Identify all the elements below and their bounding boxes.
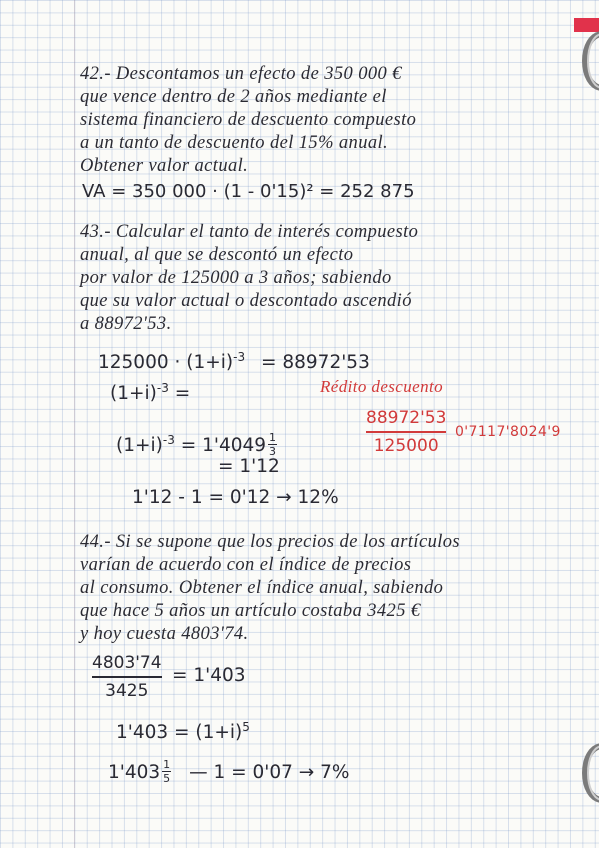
- p44-fraction-result: = 1'403: [172, 665, 246, 686]
- p43-equation-5: 1'12 - 1 = 0'12 → 12%: [132, 487, 339, 508]
- binder-ring-icon: [575, 28, 599, 94]
- p44-line-4: que hace 5 años un artículo costaba 3425 €: [80, 601, 421, 621]
- p43-line-2: anual, al que se descontó un efecto: [80, 245, 354, 265]
- p43-line-5: a 88972'53.: [80, 314, 172, 334]
- p44-equation-2: [116, 720, 250, 743]
- p44-fraction: [92, 653, 162, 701]
- p43-eq1-exponent: -3: [233, 350, 246, 364]
- p44-eq3-right: — 1 = 0'07 → 7%: [189, 762, 350, 783]
- p43-eq1-right: = 88972'53: [260, 352, 370, 374]
- p44-equation-3: [108, 758, 349, 785]
- p44-eq3-power-num: 1: [163, 758, 171, 771]
- p43-equation-2: [110, 381, 190, 404]
- p44-eq3-power: [162, 758, 171, 785]
- p43-red-fraction: [366, 408, 446, 456]
- p44-fraction-bar: [92, 676, 162, 678]
- p43-eq2-equals: =: [174, 383, 191, 405]
- p44-numerator: 4803'74: [92, 653, 162, 673]
- p43-eq3-right: = 1'4049: [180, 435, 267, 456]
- p42-line-1: 42.- Descontamos un efecto de 350 000 €: [80, 64, 402, 84]
- p43-line-1: 43.- Calcular el tanto de interés compuesto: [80, 222, 419, 242]
- p44-line-3: al consumo. Obtener el índice anual, sabiendo: [80, 578, 444, 598]
- p43-equation-4: = 1'12: [218, 456, 280, 477]
- p43-eq3-power-num: 1: [269, 431, 277, 444]
- p44-line-2: varían de acuerdo con el índice de precios: [80, 555, 412, 575]
- p42-line-4: a un tanto de descuento del 15% anual.: [80, 133, 389, 153]
- p42-line-5: Obtener valor actual.: [80, 156, 249, 176]
- p42-line-2: que vence dentro de 2 años mediante el: [80, 87, 387, 107]
- p43-eq2-exponent: -3: [156, 381, 169, 395]
- p44-eq2-exponent: 5: [242, 720, 250, 734]
- p42-equation: VA = 350 000 · (1 - 0'15)² = 252 875: [82, 181, 415, 202]
- p43-red-fraction-bar: [366, 431, 446, 433]
- p43-red-result: 0'7117'8024'9: [455, 424, 561, 440]
- p43-red-denominator: 125000: [373, 436, 439, 456]
- p43-eq2-base: (1+i): [110, 383, 157, 405]
- p43-equation-1: [98, 350, 370, 373]
- p43-eq1-left: 125000 · (1+i): [98, 352, 234, 374]
- p43-eq3-power-den: 3: [269, 445, 277, 458]
- binder-ring-icon: [575, 740, 599, 806]
- p43-eq3-exponent: -3: [162, 432, 175, 447]
- p43-red-numerator: 88972'53: [366, 408, 447, 428]
- p43-line-3: por valor de 125000 a 3 años; sabiendo: [80, 268, 392, 288]
- p42-line-3: sistema financiero de descuento compuesto: [80, 110, 417, 130]
- p44-line-5: y hoy cuesta 4803'74.: [80, 624, 249, 644]
- p43-equation-3: [116, 431, 277, 458]
- margin-line: [74, 0, 75, 848]
- p43-line-4: que su valor actual o descontado ascendió: [80, 291, 412, 311]
- p44-eq3-base: 1'403: [108, 762, 161, 783]
- p43-eq3-power: [268, 431, 277, 458]
- p43-eq3-base: (1+i): [116, 435, 163, 456]
- p44-denominator: 3425: [105, 681, 149, 701]
- p43-red-note: Rédito descuento: [320, 377, 444, 396]
- p44-line-1: 44.- Si se supone que los precios de los artículos: [80, 532, 461, 552]
- p44-eq2-left: 1'403 = (1+i): [116, 722, 243, 744]
- p44-eq3-power-den: 5: [163, 772, 171, 785]
